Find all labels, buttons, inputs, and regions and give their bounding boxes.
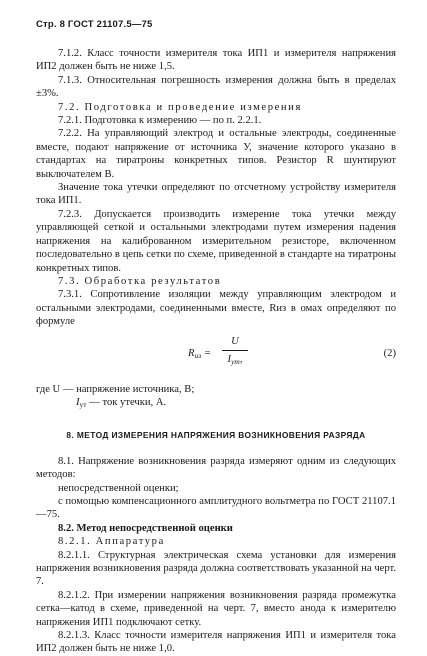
paragraph-7-2-2: 7.2.2. На управляющий электрод и остальные электроды, соединенные вместе, подают напряжение от источника У, значение которого указано в стандартах на тиратроны конкретных типов. Резистор R шунтируют выключателем В.: [36, 128, 396, 180]
formula-2: [36, 333, 396, 377]
formula-fraction: [222, 335, 248, 367]
paragraph-8-1: 8.1. Напряжение возникновения разряда измеряют одним из следующих методов:: [36, 455, 396, 481]
formula-numerator: U: [231, 335, 239, 347]
heading-8-2-1: 8.2.1. Аппаратура: [58, 536, 165, 548]
legend-current-text: — ток утечки, А.: [86, 396, 167, 408]
legend-current-symbol: I: [76, 396, 80, 408]
legend-current: [36, 396, 396, 409]
paragraph-leak-current: Значение тока утечки определяют по отсчетному устройству измерителя тока ИП1.: [36, 182, 396, 207]
method-compensation: с помощью компенсационного амплитудного вольтметра по ГОСТ 21107.1—75.: [36, 495, 396, 521]
paragraph-8-2-1-2: 8.2.1.2. При измерении напряжения возникновения разряда промежутка сетка—катод в схеме, приведенной на черт. 7, вместо анода к измерителю напряжения ИП1 подключают сетку.: [36, 589, 396, 628]
formula-suffix: ,: [239, 353, 243, 365]
heading-8-2: 8.2. Метод непосредственной оценки: [58, 522, 233, 534]
legend-current-subscript: ут: [79, 399, 87, 409]
formula-number: (2): [383, 347, 396, 359]
page-header: Стр. 8 ГОСТ 21107.5—75: [36, 19, 153, 30]
section-8-title: 8. МЕТОД ИЗМЕРЕНИЯ НАПРЯЖЕНИЯ ВОЗНИКНОВЕНИЯ РАЗРЯДА: [66, 430, 366, 441]
formula-lhs: [188, 347, 211, 360]
formula-lhs-subscript: из: [194, 350, 202, 360]
heading-7-3: 7.3. Обработка результатов: [58, 275, 222, 287]
fraction-bar: [222, 350, 248, 351]
formula-denominator-subscript: ут: [231, 356, 240, 366]
document-body: [36, 47, 396, 656]
paragraph-7-2-1: 7.2.1. Подготовка к измерению — по п. 2.2.1.: [58, 115, 262, 127]
paragraph-7-1-2: 7.1.2. Класс точности измерителя тока ИП1 и измерителя напряжения ИП2 должен быть не ниже 1,5.: [36, 48, 396, 73]
formula-lhs-symbol: R: [188, 347, 195, 359]
formula-denominator: [222, 353, 248, 366]
paragraph-8-2-1-3: 8.2.1.3. Класс точности измерителя напряжения ИП1 и измерителя тока ИП2 должен быть не ниже 1,0.: [36, 630, 396, 655]
paragraph-7-2-3: 7.2.3. Допускается производить измерение тока утечки между управляющей сеткой и остальными электродами путем измерения падения напряжения на калиброванном измерительном резисторе, включенном последовательно в цепь сетки по схеме, приведенной в стандарте на тиратроны конкретных типов.: [36, 208, 396, 274]
method-direct: непосредственной оценки;: [58, 482, 179, 494]
paragraph-8-2-1-1: 8.2.1.1. Структурная электрическая схема установки для измерения напряжения возникновения разряда должна соответствовать указанной на черт. 7.: [36, 549, 396, 588]
legend-voltage: где U — напряжение источника, В;: [36, 383, 195, 395]
heading-7-2: 7.2. Подготовка и проведение измерения: [58, 101, 302, 113]
paragraph-7-1-3: 7.1.3. Относительная погрешность измерения должна быть в пределах ±3%.: [36, 74, 396, 100]
formula-denominator-symbol: I: [227, 353, 232, 365]
formula-equals: =: [203, 347, 211, 359]
formula-legend: [36, 383, 396, 410]
paragraph-7-3-1: 7.3.1. Сопротивление изоляции между управляющим электродом и остальными электродами, соединенными вместе, Rиз в омах определяют по формуле: [36, 289, 396, 328]
